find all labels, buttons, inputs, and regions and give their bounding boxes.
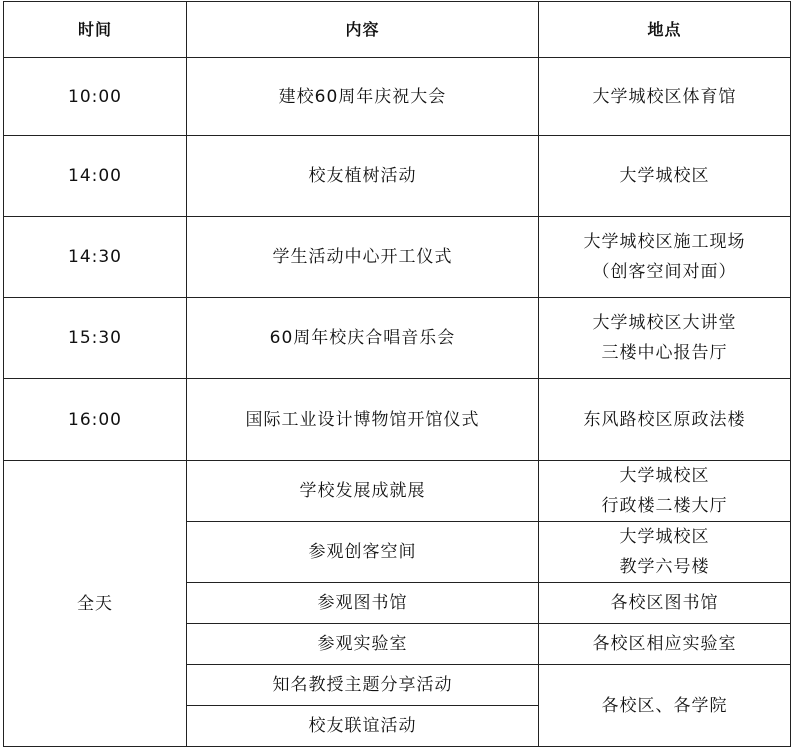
content-cell: 建校60周年庆祝大会 xyxy=(187,58,539,136)
place-cell xyxy=(539,136,791,217)
schedule-table xyxy=(3,1,791,747)
place-cell xyxy=(539,379,791,461)
place-line: 各校区相应实验室 xyxy=(592,634,737,654)
table-row xyxy=(4,58,791,136)
place-cell xyxy=(539,461,791,522)
content-cell: 参观创客空间 xyxy=(187,522,539,583)
time-cell: 14:00 xyxy=(4,136,187,217)
table-row xyxy=(4,461,791,522)
place-line: 各校区、各学院 xyxy=(601,695,728,716)
header-content: 内容 xyxy=(187,2,539,58)
place-line: 东风路校区原政法楼 xyxy=(583,409,746,430)
place-line: 大学城校区大讲堂 xyxy=(592,313,737,333)
time-cell: 16:00 xyxy=(4,379,187,461)
place-line: 三楼中心报告厅 xyxy=(601,343,728,363)
place-line: （创客空间对面） xyxy=(592,262,737,282)
all-day-time-cell: 全天 xyxy=(4,461,187,747)
content-cell: 学生活动中心开工仪式 xyxy=(187,217,539,298)
place-line: 大学城校区 xyxy=(619,166,710,186)
place-cell xyxy=(539,217,791,298)
place-line: 教学六号楼 xyxy=(619,557,710,577)
place-cell xyxy=(539,665,791,747)
place-line: 大学城校区 xyxy=(619,466,710,486)
place-line: 大学城校区体育馆 xyxy=(592,86,737,107)
place-cell xyxy=(539,298,791,379)
table-header-row xyxy=(4,2,791,58)
place-cell xyxy=(539,624,791,665)
time-cell: 10:00 xyxy=(4,58,187,136)
content-cell: 国际工业设计博物馆开馆仪式 xyxy=(187,379,539,461)
time-cell: 15:30 xyxy=(4,298,187,379)
header-place: 地点 xyxy=(539,2,791,58)
table-row xyxy=(4,217,791,298)
place-cell xyxy=(539,58,791,136)
content-cell: 校友联谊活动 xyxy=(187,706,539,747)
content-cell: 学校发展成就展 xyxy=(187,461,539,522)
table-row xyxy=(4,298,791,379)
content-cell: 参观实验室 xyxy=(187,624,539,665)
place-line: 大学城校区施工现场 xyxy=(583,232,746,252)
place-line: 大学城校区 xyxy=(619,527,710,547)
table-row xyxy=(4,379,791,461)
time-cell: 14:30 xyxy=(4,217,187,298)
place-cell xyxy=(539,522,791,583)
content-cell: 知名教授主题分享活动 xyxy=(187,665,539,706)
place-line: 行政楼二楼大厅 xyxy=(601,496,728,516)
content-cell: 参观图书馆 xyxy=(187,583,539,624)
header-time: 时间 xyxy=(4,2,187,58)
content-cell: 校友植树活动 xyxy=(187,136,539,217)
content-cell: 60周年校庆合唱音乐会 xyxy=(187,298,539,379)
place-cell xyxy=(539,583,791,624)
place-line: 各校区图书馆 xyxy=(610,593,719,613)
table-row xyxy=(4,136,791,217)
